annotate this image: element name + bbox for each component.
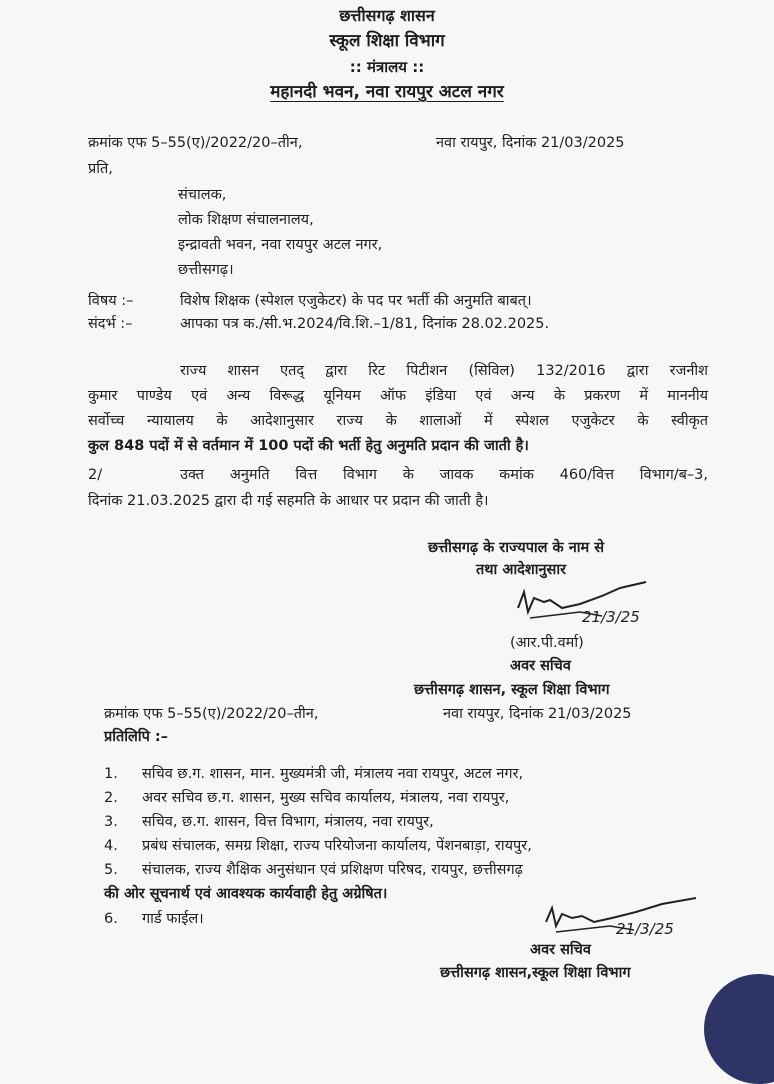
- copy-item-5-number: 5.: [104, 862, 118, 878]
- header-state-govt: छत्तीसगढ़ शासन: [339, 6, 435, 25]
- signature-1: [510, 578, 670, 638]
- subject-text: विशेष शिक्षक (स्पेशल एजुकेटर) के पद पर भर्ती की अनुमति बाबत्।: [180, 293, 532, 309]
- copy-label: प्रतिलिपि :–: [104, 729, 168, 745]
- body-p2-line-1: उक्त अनुमति वित्त विभाग के जावक कमांक 460/वित्त विभाग/ब–3,: [180, 467, 708, 483]
- header-department: स्कूल शिक्षा विभाग: [329, 31, 445, 51]
- sign1-governor-line: छत्तीसगढ़ के राज्यपाल के नाम से: [428, 540, 605, 556]
- to-line-3: इन्द्रावती भवन, नवा रायपुर अटल नगर,: [178, 237, 383, 253]
- to-label: प्रति,: [88, 161, 113, 177]
- body-p2-number: 2/: [88, 467, 103, 483]
- reference-label: संदर्भ :–: [88, 316, 133, 332]
- reference-text: आपका पत्र क./सी.भ.2024/वि.शि.–1/81, दिनांक 28.02.2025.: [180, 316, 550, 332]
- copy-item-3-number: 3.: [104, 814, 118, 830]
- copy-item-2-text: अवर सचिव छ.ग. शासन, मुख्य सचिव कार्यालय, मंत्रालय, नवा रायपुर,: [142, 790, 510, 806]
- to-line-4: छत्तीसगढ़।: [178, 262, 234, 278]
- to-line-1: संचालक,: [178, 187, 227, 203]
- copy-letter-number: क्रमांक एफ 5–55(ए)/2022/20–तीन,: [104, 706, 319, 722]
- sign1-office: छत्तीसगढ़ शासन, स्कूल शिक्षा विभाग: [414, 682, 610, 698]
- sign2-designation: अवर सचिव: [530, 942, 591, 958]
- body-p2-line-2: दिनांक 21.03.2025 द्वारा दी गई सहमति के आधार पर प्रदान की जाती है।: [88, 493, 489, 509]
- copy-item-1-text: सचिव छ.ग. शासन, मान. मुख्यमंत्री जी, मंत्रालय नवा रायपुर, अटल नगर,: [142, 766, 524, 782]
- body-p1-line-1: राज्य शासन एतद् द्वारा रिट पिटीशन (सिविल) 132/2016 द्वारा रजनीश: [180, 363, 708, 379]
- copy-item-6-text: गार्ड फाईल।: [142, 911, 204, 927]
- body-p1-line-2: कुमार पाण्डेय एवं अन्य विरूद्ध यूनियम ऑफ इंडिया एवं अन्य के प्रकरण में माननीय: [88, 388, 708, 404]
- sign1-name: (आर.पी.वर्मा): [510, 635, 584, 651]
- copy-item-4-number: 4.: [104, 838, 118, 854]
- signature-2-date: 21/3/25: [616, 920, 674, 938]
- copy-item-2-number: 2.: [104, 790, 118, 806]
- corner-overlay: [704, 974, 774, 1084]
- body-p1-last-line: कुल 848 पदों में से वर्तमान में 100 पदों की भर्ती हेतु अनुमति प्रदान की जाती है।: [88, 438, 529, 454]
- signature-1-date: 21/3/25: [582, 608, 640, 626]
- copy-place-date: नवा रायपुर, दिनांक 21/03/2025: [443, 706, 632, 722]
- copy-item-3-text: सचिव, छ.ग. शासन, वित्त विभाग, मंत्रालय, नवा रायपुर,: [142, 814, 434, 830]
- copy-item-4-text: प्रबंध संचालक, समग्र शिक्षा, राज्य परियोजना कार्यालय, पेंशनबाड़ा, रायपुर,: [142, 838, 532, 854]
- copy-item-6-number: 6.: [104, 911, 118, 927]
- to-line-2: लोक शिक्षण संचालनालय,: [178, 212, 314, 228]
- header-ministry: :: मंत्रालय ::: [349, 58, 425, 76]
- copy-forward-line: की ओर सूचनार्थ एवं आवश्यक कार्यवाही हेतु अग्रेषित।: [104, 886, 388, 902]
- letter-number: क्रमांक एफ 5–55(ए)/2022/20–तीन,: [88, 135, 303, 151]
- copy-item-5-text: संचालक, राज्य शैक्षिक अनुसंधान एवं प्रशिक्षण परिषद, रायपुर, छत्तीसगढ़: [142, 862, 523, 878]
- subject-label: विषय :–: [88, 293, 134, 309]
- letter-place-date: नवा रायपुर, दिनांक 21/03/2025: [436, 135, 625, 151]
- sign1-order-line: तथा आदेशानुसार: [476, 562, 567, 578]
- header-address: महानदी भवन, नवा रायपुर अटल नगर: [270, 82, 504, 102]
- sign1-designation: अवर सचिव: [510, 658, 571, 674]
- copy-item-1-number: 1.: [104, 766, 118, 782]
- sign2-office: छत्तीसगढ़ शासन,स्कूल शिक्षा विभाग: [440, 965, 631, 981]
- body-p1-line-3: सर्वोच्च न्यायालय के आदेशानुसार राज्य के शालाओं में स्पेशल एजुकेटर के स्वीकृत: [88, 413, 708, 429]
